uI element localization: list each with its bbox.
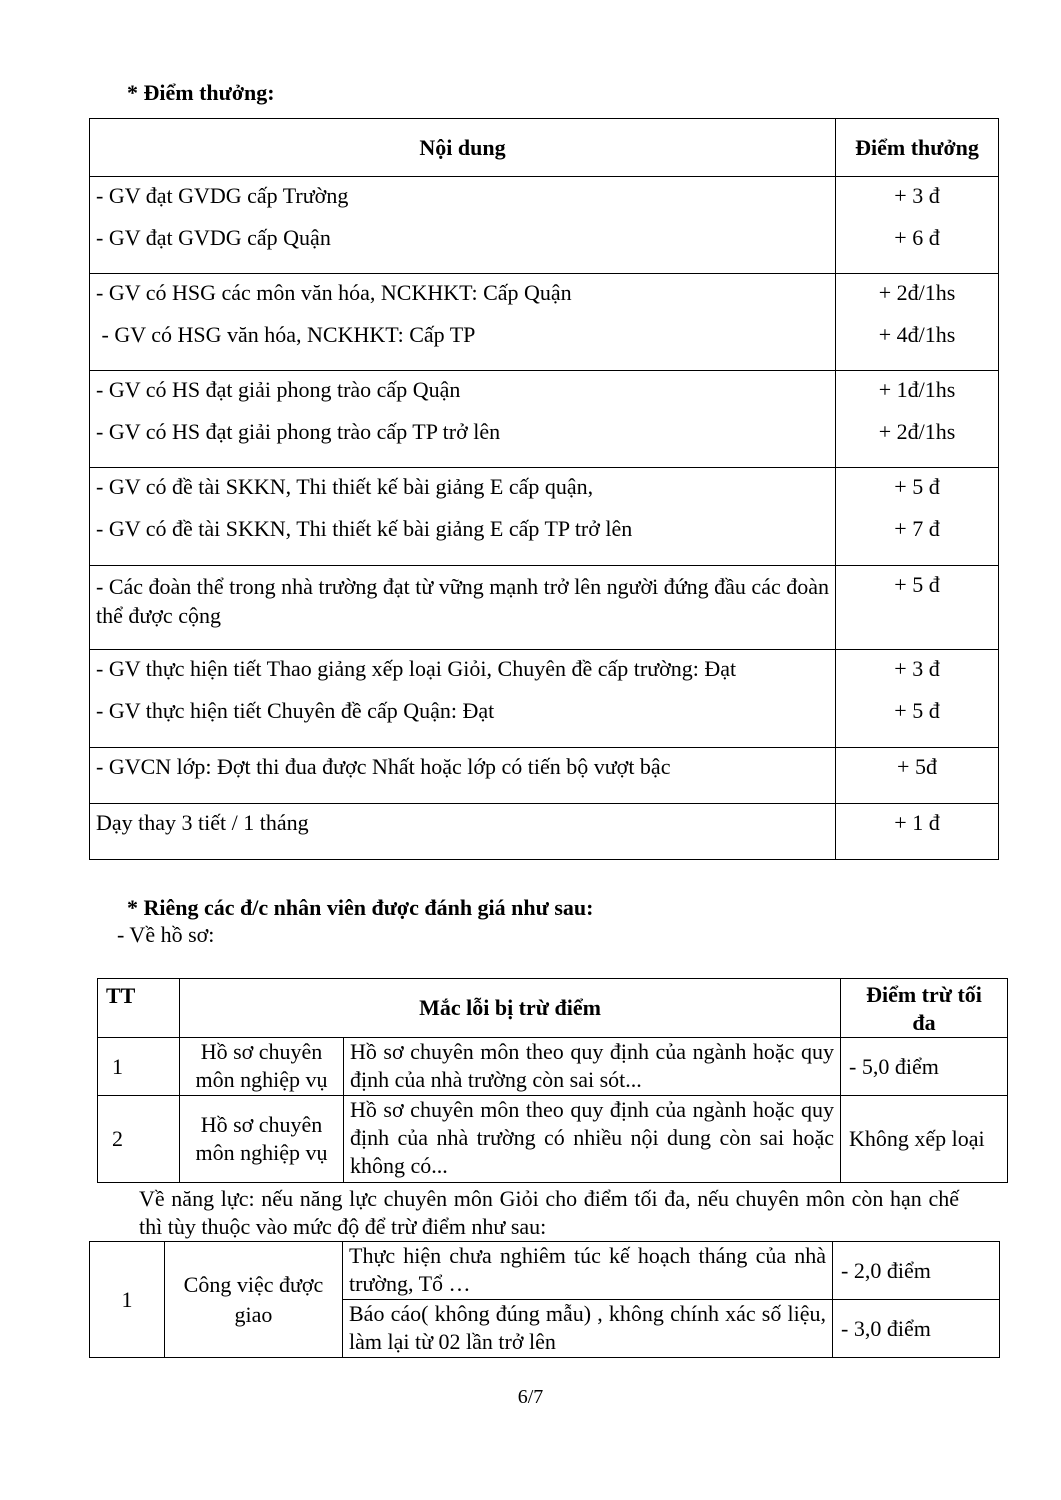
bonus-row: [90, 177, 999, 274]
bonus-points: + 4đ/1hs: [878, 322, 956, 347]
bonus-row-points: [836, 177, 999, 274]
col-max-line2: đa: [912, 1010, 936, 1035]
ability-deduction: - 3,0 điểm: [833, 1300, 1000, 1358]
records-header-row: [98, 979, 1008, 1038]
bonus-heading: * Điểm thưởng:: [127, 80, 275, 105]
bonus-points: + 5 đ: [894, 572, 940, 597]
bonus-row: [90, 804, 999, 860]
category-line1: Hồ sơ chuyên: [200, 1112, 323, 1137]
bonus-item: - GV có HSG văn hóa, NCKHKT: Cấp TP: [96, 322, 476, 347]
bonus-item: - GV có đề tài SKKN, Thi thiết kế bài giảng E cấp quận,: [96, 474, 594, 499]
bonus-points: + 2đ/1hs: [878, 280, 956, 305]
bonus-points: + 5 đ: [894, 474, 940, 499]
bonus-points: + 7 đ: [894, 516, 940, 541]
records-table: [97, 978, 1008, 1183]
bonus-item: Dạy thay 3 tiết / 1 tháng: [96, 810, 309, 835]
row-category: [180, 1096, 344, 1183]
row-deduction: - 5,0 điểm: [841, 1038, 1008, 1096]
bonus-item: - GV thực hiện tiết Thao giảng xếp loại Giỏi, Chuyên đề cấp trường: Đạt: [96, 656, 737, 681]
category-line1: Công việc được: [183, 1271, 324, 1297]
bonus-item: - GV có HS đạt giải phong trào cấp Quận: [96, 377, 461, 402]
bonus-col-points-header: Điểm thưởng: [836, 119, 999, 177]
bonus-header-row: [90, 119, 999, 177]
ability-tt: 1: [90, 1242, 165, 1358]
bonus-row-content: [90, 650, 836, 748]
bonus-points: + 3 đ: [894, 183, 940, 208]
bonus-row-content: [90, 748, 836, 804]
bonus-points: + 1 đ: [894, 810, 940, 835]
ability-category: [165, 1242, 343, 1358]
bonus-row: [90, 566, 999, 650]
bonus-row-content: [90, 274, 836, 371]
bonus-points: + 5 đ: [894, 698, 940, 723]
bonus-row-points: [836, 566, 999, 650]
bonus-item: - GV có HSG các môn văn hóa, NCKHKT: Cấp Quận: [96, 280, 572, 305]
bonus-points: + 1đ/1hs: [878, 377, 956, 402]
bonus-row: [90, 371, 999, 468]
category-line1: Hồ sơ chuyên: [200, 1039, 323, 1064]
bonus-table: [89, 118, 999, 860]
bonus-row-points: [836, 650, 999, 748]
records-row: [98, 1038, 1008, 1096]
bonus-row-points: [836, 468, 999, 566]
category-line2: môn nghiệp vụ: [195, 1067, 328, 1092]
bonus-points: + 6 đ: [894, 225, 940, 250]
ability-table: [89, 1241, 1000, 1358]
bonus-item: - GV đạt GVDG cấp Quận: [96, 225, 331, 250]
bonus-row: [90, 748, 999, 804]
row-category: [180, 1038, 344, 1096]
bonus-item: - GV có HS đạt giải phong trào cấp TP trở lên: [96, 419, 501, 444]
ability-note: Về năng lực: nếu năng lực chuyên môn Giỏi cho điểm tối đa, nếu chuyên môn còn hạn chế thì tùy thuộc vào mức độ để trừ điểm như sau:: [139, 1186, 959, 1239]
bonus-row-content: [90, 371, 836, 468]
bonus-item: - Các đoàn thể trong nhà trường đạt từ vững mạnh trở lên người đứng đầu các đoàn thể được cộng: [90, 566, 836, 650]
bonus-row: [90, 274, 999, 371]
staff-heading: * Riêng các đ/c nhân viên được đánh giá như sau:: [127, 895, 594, 920]
bonus-row-content: [90, 804, 836, 860]
bonus-points: + 3 đ: [894, 656, 940, 681]
page-number: 6/7: [517, 1386, 544, 1408]
category-line2: giao: [234, 1301, 273, 1327]
bonus-row: [90, 468, 999, 566]
row-tt: 1: [98, 1038, 180, 1096]
bonus-item: - GV thực hiện tiết Chuyên đề cấp Quận: Đạt: [96, 698, 495, 723]
records-row: [98, 1096, 1008, 1183]
bonus-points: + 2đ/1hs: [878, 419, 956, 444]
bonus-item: - GVCN lớp: Đợt thi đua được Nhất hoặc lớp có tiến bộ vượt bậc: [96, 754, 671, 779]
row-description: Hồ sơ chuyên môn theo quy định của ngành hoặc quy định của nhà trường có nhiều nội dung còn sai hoặc không có...: [344, 1096, 841, 1183]
col-max-deduction-header: [841, 979, 1008, 1038]
bonus-col-content-header: Nội dung: [90, 119, 836, 177]
row-deduction: Không xếp loại: [841, 1096, 1008, 1183]
bonus-row-content: [90, 177, 836, 274]
bonus-row-content: [90, 468, 836, 566]
bonus-row-points: [836, 274, 999, 371]
bonus-row-points: [836, 371, 999, 468]
bonus-row-points: [836, 804, 999, 860]
bonus-item: - GV có đề tài SKKN, Thi thiết kế bài giảng E cấp TP trở lên: [96, 516, 633, 541]
row-description: Hồ sơ chuyên môn theo quy định của ngành hoặc quy định của nhà trường còn sai sót...: [344, 1038, 841, 1096]
bonus-row-points: [836, 748, 999, 804]
col-max-line1: Điểm trừ tối: [866, 982, 982, 1007]
bonus-row: [90, 650, 999, 748]
bonus-points: + 5đ: [897, 754, 937, 779]
row-tt: 2: [98, 1096, 180, 1183]
col-error-header: Mắc lỗi bị trừ điểm: [180, 979, 841, 1038]
ability-row: [90, 1242, 1000, 1300]
records-label: - Về hồ sơ:: [117, 922, 215, 947]
bonus-item: - GV đạt GVDG cấp Trường: [96, 183, 349, 208]
ability-deduction: - 2,0 điểm: [833, 1242, 1000, 1300]
ability-description: Thực hiện chưa nghiêm túc kế hoạch tháng của nhà trường, Tổ …: [343, 1242, 833, 1300]
col-tt-header: TT: [98, 979, 180, 1038]
category-line2: môn nghiệp vụ: [195, 1140, 328, 1165]
ability-description: Báo cáo( không đúng mẫu) , không chính xác số liệu, làm lại từ 02 lần trở lên: [343, 1300, 833, 1358]
